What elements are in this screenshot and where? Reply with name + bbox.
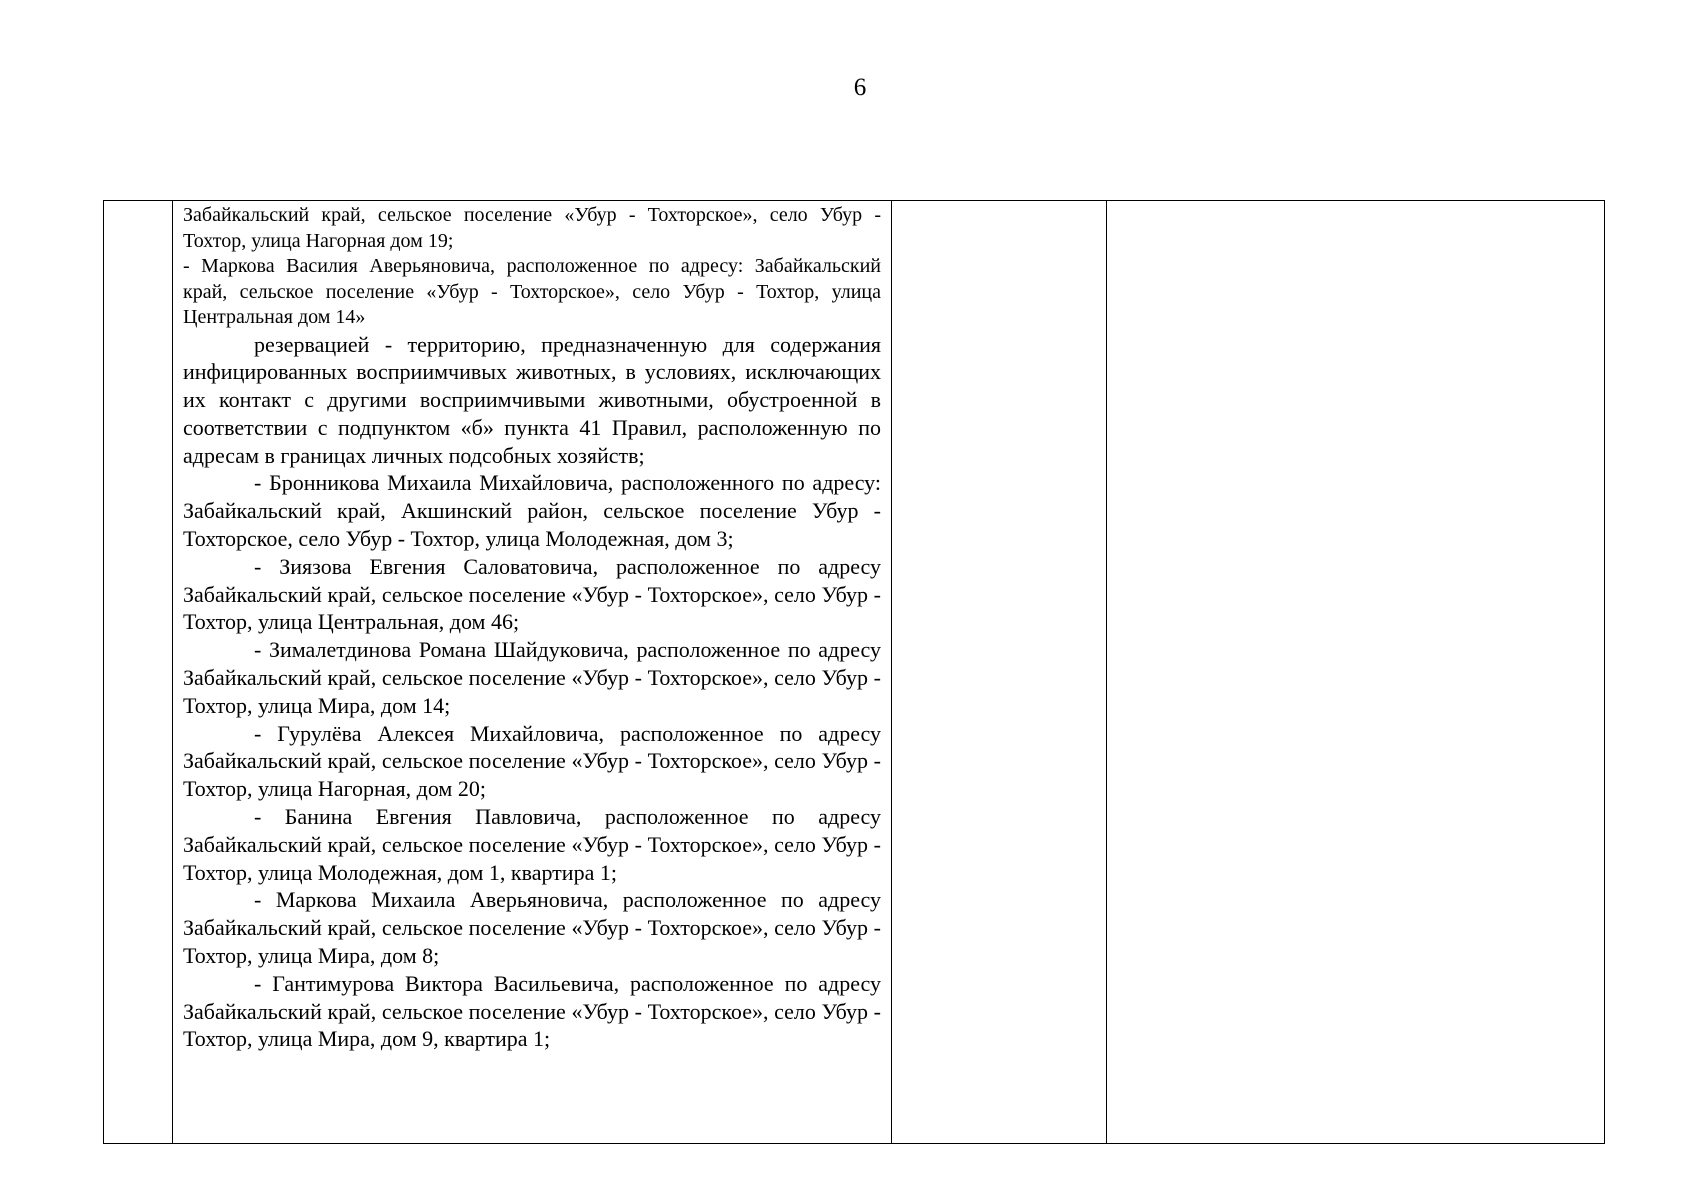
- paragraph-reservation-definition: резервацией - территорию, предназначенную для содержания инфицированных восприимчивых животных, в условиях, исключающих их контакт с другими восприимчивыми животными, обустроенной в соответствии с подпунктом «б» пункта 41 Правил, расположенную по адресам в границах личных подсобных хозяйств;: [183, 331, 881, 468]
- paragraph-zimaletdinov: - Зималетдинова Романа Шайдуковича, расположенное по адресу Забайкальский край, сельское поселение «Убур - Тохторское», село Убур - Тохтор, улица Мира, дом 14;: [183, 637, 881, 718]
- page-number: 6: [853, 74, 867, 101]
- document-table: [103, 200, 1605, 1144]
- paragraph-banin: - Банина Евгения Павловича, расположенное по адресу Забайкальский край, сельское поселение «Убур - Тохторское», село Убур - Тохтор, улица Молодежная, дом 1, квартира 1;: [183, 804, 881, 885]
- paragraph-gurulev: - Гурулёва Алексея Михайловича, расположенное по адресу Забайкальский край, сельское поселение «Убур - Тохторское», село Убур - Тохтор, улица Нагорная, дом 20;: [183, 720, 881, 802]
- paragraph-markov-vasily: - Маркова Василия Аверьяновича, расположенное по адресу: Забайкальский край, сельское поселение «Убур - Тохторское», село Убур - Тохтор, улица Центральная дом 14»: [183, 255, 881, 328]
- paragraph-address-continuation: Забайкальский край, сельское поселение «Убур - Тохторское», село Убур - Тохтор, улица Нагорная дом 19;: [183, 204, 881, 252]
- paragraph-ziyazov: - Зиязова Евгения Саловатовича, расположенное по адресу Забайкальский край, сельское поселение «Убур - Тохторское», село Убур - Тохтор, улица Центральная, дом 46;: [183, 553, 881, 635]
- paragraph-gantimurov: - Гантимурова Виктора Васильевича, расположенное по адресу Забайкальский край, сельское поселение «Убур - Тохторское», село Убур - Тохтор, улица Мира, дом 9, квартира 1;: [183, 970, 881, 1052]
- table-cell-empty-1: [892, 201, 1107, 1144]
- table-cell-number: [104, 201, 173, 1144]
- table-row: [104, 201, 1605, 1144]
- paragraph-markov-mikhail: - Маркова Михаила Аверьяновича, расположенное по адресу Забайкальский край, сельское поселение «Убур - Тохторское», село Убур - Тохтор, улица Мира, дом 8;: [183, 887, 881, 969]
- paragraph-bronnikov: - Бронникова Михаила Михайловича, расположенного по адресу: Забайкальский край, Акшинский район, сельское поселение Убур - Тохторское, село Убур - Тохтор, улица Молодежная, дом 3;: [183, 470, 881, 552]
- table-cell-empty-2: [1107, 201, 1605, 1144]
- table-cell-content: [173, 201, 892, 1144]
